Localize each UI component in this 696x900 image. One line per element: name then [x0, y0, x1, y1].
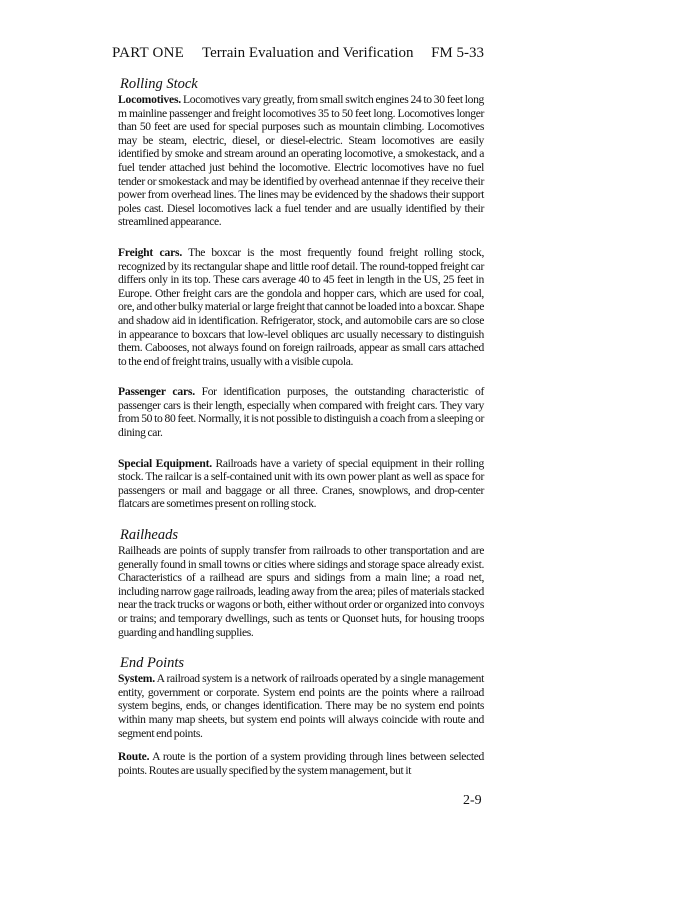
- text-special-equipment: Railroads have a variety of special equipment in their rolling stock. The railcar is a self-contained unit with its own power plant as well as space for passengers or mail and baggage or all three. Cranes, snowplows, and drop-center flatcars are sometimes present on rolling stock.: [118, 456, 484, 511]
- chapter-title: Terrain Evaluation and Verification: [202, 45, 414, 61]
- lead-route: Route.: [118, 750, 150, 764]
- page-number: 2-9: [463, 793, 482, 808]
- manual-number: FM 5-33: [431, 45, 484, 61]
- lead-locomotives: Locomotives.: [118, 93, 181, 106]
- text-route: A route is the portion of a system providing through lines between selected points. Routes are usually specified by the system management, but it: [118, 750, 484, 777]
- text-system: A railroad system is a network of railroads operated by a single management entity, government or corporate. System end points are the points where a railroad system begins, ends, or changes identification. There may be no system end points within many map sheets, but system end points will always coincide with route and segment end points.: [118, 672, 484, 740]
- text-locomotives: Locomotives vary greatly, from small switch engines 24 to 30 feet long m mainline passenger and freight locomotives 35 to 50 feet long. Locomotives longer than 50 feet are used for special purposes such as mountain climbing. Locomotives may be steam, electric, diesel, or diesel-electric. Steam locomotives are easily identified by smoke and stream around an operating locomotive, a smokestack, and a fuel tender attached just behind the locomotive. Electric locomotives have no fuel tender or smokestack and may be identified by overhead antennae if they receive their power from overhead lines. The lines may be evidenced by the shadows their support poles cast. Diesel locomotives lack a fuel tender and are usually identified by their streamlined appearance.: [118, 93, 484, 229]
- paragraph-locomotives: [118, 93, 484, 229]
- paragraph-system: [118, 672, 484, 740]
- lead-passenger-cars: Passenger cars.: [118, 385, 195, 399]
- text-freight-cars: The boxcar is the most frequently found freight rolling stock, recognized by its rectangular shape and little roof detail. The round-topped freight car differs only in its top. These cars average 40 to 45 feet in length in the US, 25 feet in Europe. Other freight cars are the gondola and hopper cars, which are used for coal, ore, and other bulky material or large freight that cannot be loaded into a boxcar. Shape and shadow aid in identification. Refrigerator, stock, and automobile cars are so close in appearance to boxcars that low-level obliques arc usually necessary to distinguish them. Cabooses, not always found on foreign railroads, appear as small cars attached to the end of freight trains, usually with a visible cupola.: [118, 245, 484, 368]
- lead-system: System.: [118, 672, 155, 686]
- paragraph-route: [118, 750, 484, 777]
- document-page: [112, 44, 484, 777]
- paragraph-special-equipment: [118, 457, 484, 511]
- page-header: [112, 44, 484, 62]
- section-heading-rolling-stock: Rolling Stock: [120, 76, 198, 92]
- text-passenger-cars: For identification purposes, the outstanding characteristic of passenger cars is their length, especially when compared with freight cars. They vary from 50 to 80 feet. Normally, it is not possible to distinguish a coach from a sleeping or dining car.: [118, 385, 484, 440]
- paragraph-railheads: Railheads are points of supply transfer from railroads to other transportation and are generally found in small towns or cities where sidings and storage space already exist. Characteristics of a railhead are spurs and sidings from a main line; a road net, including narrow gage railroads, leading away from the area; piles of materials stacked near the track trucks or wagons or both, either without order or organized into convoys or trains; and temporary dwellings, such as tents or Quonset huts, for housing troops guarding and handling supplies.: [118, 544, 484, 639]
- part-label: PART ONE: [112, 45, 184, 61]
- lead-special-equipment: Special Equipment.: [118, 456, 212, 470]
- section-heading-end-points: End Points: [120, 655, 185, 672]
- lead-freight-cars: Freight cars.: [118, 245, 183, 259]
- paragraph-freight-cars: [118, 246, 484, 368]
- section-heading-railheads: Railheads: [120, 527, 178, 544]
- paragraph-passenger-cars: [118, 385, 484, 439]
